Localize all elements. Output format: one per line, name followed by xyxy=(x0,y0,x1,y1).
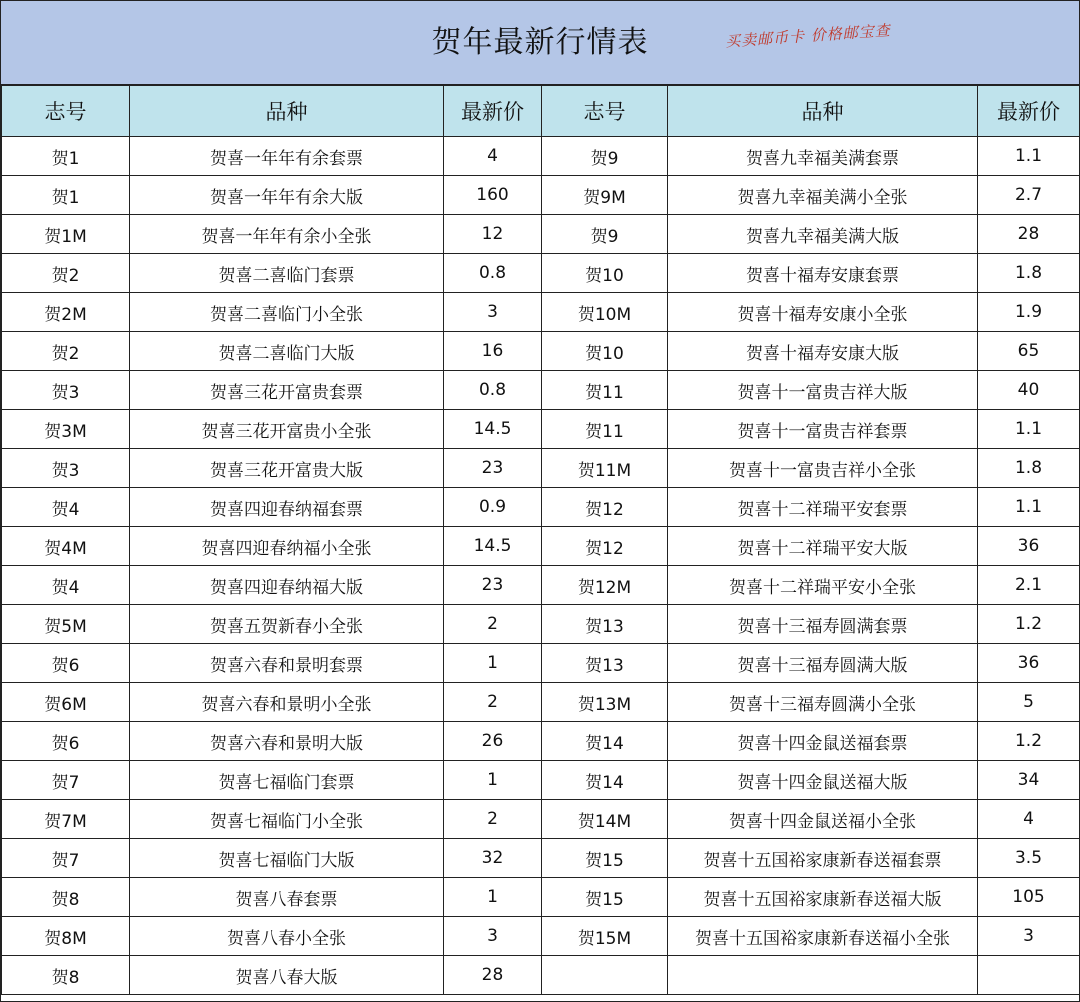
cell-variety-right: 贺喜十四金鼠送福小全张 xyxy=(668,800,978,839)
cell-code-right: 贺11 xyxy=(542,371,668,410)
cell-code-right: 贺10 xyxy=(542,332,668,371)
cell-code-left: 贺2 xyxy=(2,254,130,293)
cell-variety-left: 贺喜二喜临门套票 xyxy=(130,254,444,293)
cell-variety-left: 贺喜二喜临门大版 xyxy=(130,332,444,371)
cell-variety-left: 贺喜四迎春纳福套票 xyxy=(130,488,444,527)
cell-price-right: 40 xyxy=(978,371,1080,410)
cell-price-left: 23 xyxy=(444,566,542,605)
cell-price-right: 1.2 xyxy=(978,722,1080,761)
col-header-variety-right: 品种 xyxy=(668,86,978,137)
cell-code-right: 贺12 xyxy=(542,488,668,527)
cell-code-left: 贺8 xyxy=(2,878,130,917)
table-row xyxy=(2,371,1080,410)
cell-variety-left: 贺喜三花开富贵套票 xyxy=(130,371,444,410)
cell-variety-left: 贺喜八春套票 xyxy=(130,878,444,917)
cell-variety-right: 贺喜九幸福美满套票 xyxy=(668,137,978,176)
cell-variety-left: 贺喜四迎春纳福小全张 xyxy=(130,527,444,566)
table-row xyxy=(2,956,1080,995)
cell-price-right: 3.5 xyxy=(978,839,1080,878)
table-row xyxy=(2,527,1080,566)
cell-code-right: 贺13 xyxy=(542,644,668,683)
table-row xyxy=(2,644,1080,683)
cell-price-right: 1.9 xyxy=(978,293,1080,332)
table-row xyxy=(2,410,1080,449)
cell-variety-left: 贺喜三花开富贵小全张 xyxy=(130,410,444,449)
cell-code-left: 贺6 xyxy=(2,722,130,761)
cell-price-left: 160 xyxy=(444,176,542,215)
cell-code-left: 贺6M xyxy=(2,683,130,722)
cell-variety-left: 贺喜八春小全张 xyxy=(130,917,444,956)
cell-code-right: 贺13M xyxy=(542,683,668,722)
cell-code-right: 贺10M xyxy=(542,293,668,332)
header-row xyxy=(2,86,1080,137)
cell-price-right: 1.2 xyxy=(978,605,1080,644)
cell-code-left: 贺1M xyxy=(2,215,130,254)
cell-code-right: 贺9 xyxy=(542,137,668,176)
table-row xyxy=(2,800,1080,839)
cell-code-right: 贺9 xyxy=(542,215,668,254)
cell-variety-right: 贺喜十四金鼠送福套票 xyxy=(668,722,978,761)
cell-variety-right: 贺喜十四金鼠送福大版 xyxy=(668,761,978,800)
cell-code-left: 贺1 xyxy=(2,176,130,215)
cell-code-right: 贺14M xyxy=(542,800,668,839)
cell-variety-right: 贺喜十一富贵吉祥套票 xyxy=(668,410,978,449)
cell-code-right: 贺15 xyxy=(542,878,668,917)
cell-variety-left: 贺喜一年年有余套票 xyxy=(130,137,444,176)
table-row xyxy=(2,332,1080,371)
cell-price-right: 1.8 xyxy=(978,254,1080,293)
table-row xyxy=(2,254,1080,293)
cell-code-left: 贺8M xyxy=(2,917,130,956)
cell-code-left: 贺1 xyxy=(2,137,130,176)
cell-variety-left: 贺喜六春和景明套票 xyxy=(130,644,444,683)
cell-code-left: 贺7M xyxy=(2,800,130,839)
watermark-stamp: 买卖邮币卡 价格邮宝查 xyxy=(724,21,892,51)
cell-variety-right: 贺喜十三福寿圆满套票 xyxy=(668,605,978,644)
cell-price-right: 2.7 xyxy=(978,176,1080,215)
col-header-code-right: 志号 xyxy=(542,86,668,137)
cell-price-left: 4 xyxy=(444,137,542,176)
cell-variety-right: 贺喜十二祥瑞平安大版 xyxy=(668,527,978,566)
cell-price-right: 1.8 xyxy=(978,449,1080,488)
cell-price-left: 3 xyxy=(444,917,542,956)
cell-price-right: 2.1 xyxy=(978,566,1080,605)
cell-variety-left: 贺喜一年年有余大版 xyxy=(130,176,444,215)
col-header-code-left: 志号 xyxy=(2,86,130,137)
cell-code-left: 贺4 xyxy=(2,566,130,605)
cell-code-left: 贺7 xyxy=(2,839,130,878)
cell-variety-left: 贺喜二喜临门小全张 xyxy=(130,293,444,332)
col-header-price-left: 最新价 xyxy=(444,86,542,137)
cell-code-right: 贺14 xyxy=(542,761,668,800)
cell-variety-left: 贺喜三花开富贵大版 xyxy=(130,449,444,488)
cell-variety-left: 贺喜五贺新春小全张 xyxy=(130,605,444,644)
cell-price-right: 34 xyxy=(978,761,1080,800)
cell-code-right: 贺9M xyxy=(542,176,668,215)
cell-code-left: 贺3M xyxy=(2,410,130,449)
cell-variety-right: 贺喜十一富贵吉祥小全张 xyxy=(668,449,978,488)
title-bar xyxy=(1,1,1079,85)
cell-price-left: 14.5 xyxy=(444,527,542,566)
page-title: 贺年最新行情表 xyxy=(431,25,649,60)
table-row xyxy=(2,839,1080,878)
table-row xyxy=(2,722,1080,761)
cell-variety-right: 贺喜九幸福美满大版 xyxy=(668,215,978,254)
cell-code-left: 贺8 xyxy=(2,956,130,995)
cell-price-left: 14.5 xyxy=(444,410,542,449)
cell-variety-left: 贺喜一年年有余小全张 xyxy=(130,215,444,254)
cell-variety-right: 贺喜十二祥瑞平安小全张 xyxy=(668,566,978,605)
cell-price-right: 65 xyxy=(978,332,1080,371)
cell-variety-right: 贺喜十福寿安康小全张 xyxy=(668,293,978,332)
cell-variety-left: 贺喜八春大版 xyxy=(130,956,444,995)
cell-variety-left: 贺喜七福临门小全张 xyxy=(130,800,444,839)
cell-code-left: 贺5M xyxy=(2,605,130,644)
col-header-variety-left: 品种 xyxy=(130,86,444,137)
cell-price-left: 0.8 xyxy=(444,371,542,410)
cell-variety-right: 贺喜十二祥瑞平安套票 xyxy=(668,488,978,527)
cell-price-left: 1 xyxy=(444,878,542,917)
cell-price-left: 1 xyxy=(444,644,542,683)
col-header-price-right: 最新价 xyxy=(978,86,1080,137)
table-row xyxy=(2,566,1080,605)
cell-variety-right: 贺喜十五国裕家康新春送福小全张 xyxy=(668,917,978,956)
table-row xyxy=(2,449,1080,488)
cell-price-right: 36 xyxy=(978,527,1080,566)
cell-variety-left: 贺喜六春和景明大版 xyxy=(130,722,444,761)
cell-price-right: 1.1 xyxy=(978,488,1080,527)
table-row xyxy=(2,917,1080,956)
cell-variety-right: 贺喜十五国裕家康新春送福大版 xyxy=(668,878,978,917)
cell-price-right: 5 xyxy=(978,683,1080,722)
table-row xyxy=(2,878,1080,917)
cell-code-left: 贺2M xyxy=(2,293,130,332)
cell-price-right: 1.1 xyxy=(978,137,1080,176)
cell-code-right: 贺11M xyxy=(542,449,668,488)
cell-code-right: 贺12M xyxy=(542,566,668,605)
cell-code-left: 贺3 xyxy=(2,371,130,410)
cell-code-left: 贺4M xyxy=(2,527,130,566)
cell-code-right: 贺15 xyxy=(542,839,668,878)
cell-price-left: 3 xyxy=(444,293,542,332)
cell-price-right xyxy=(978,956,1080,995)
cell-price-left: 2 xyxy=(444,683,542,722)
table-row xyxy=(2,605,1080,644)
cell-code-right xyxy=(542,956,668,995)
cell-code-left: 贺2 xyxy=(2,332,130,371)
cell-price-left: 0.9 xyxy=(444,488,542,527)
cell-variety-right: 贺喜十福寿安康套票 xyxy=(668,254,978,293)
cell-code-right: 贺12 xyxy=(542,527,668,566)
cell-price-left: 32 xyxy=(444,839,542,878)
cell-code-right: 贺15M xyxy=(542,917,668,956)
cell-price-left: 1 xyxy=(444,761,542,800)
cell-variety-right xyxy=(668,956,978,995)
table-row xyxy=(2,488,1080,527)
cell-variety-right: 贺喜十三福寿圆满小全张 xyxy=(668,683,978,722)
cell-code-right: 贺10 xyxy=(542,254,668,293)
cell-code-left: 贺6 xyxy=(2,644,130,683)
cell-price-right: 4 xyxy=(978,800,1080,839)
cell-price-right: 28 xyxy=(978,215,1080,254)
cell-price-left: 28 xyxy=(444,956,542,995)
cell-price-right: 105 xyxy=(978,878,1080,917)
price-table xyxy=(1,85,1080,995)
cell-price-left: 2 xyxy=(444,605,542,644)
cell-price-left: 12 xyxy=(444,215,542,254)
cell-variety-left: 贺喜四迎春纳福大版 xyxy=(130,566,444,605)
cell-price-left: 23 xyxy=(444,449,542,488)
cell-variety-left: 贺喜七福临门套票 xyxy=(130,761,444,800)
cell-price-right: 1.1 xyxy=(978,410,1080,449)
cell-variety-right: 贺喜十一富贵吉祥大版 xyxy=(668,371,978,410)
cell-code-right: 贺13 xyxy=(542,605,668,644)
table-row xyxy=(2,176,1080,215)
cell-code-left: 贺4 xyxy=(2,488,130,527)
cell-price-right: 36 xyxy=(978,644,1080,683)
cell-price-left: 0.8 xyxy=(444,254,542,293)
cell-variety-right: 贺喜十福寿安康大版 xyxy=(668,332,978,371)
table-row xyxy=(2,293,1080,332)
table-row xyxy=(2,137,1080,176)
table-body xyxy=(2,137,1080,995)
cell-code-left: 贺7 xyxy=(2,761,130,800)
cell-price-left: 26 xyxy=(444,722,542,761)
cell-price-left: 2 xyxy=(444,800,542,839)
cell-code-right: 贺14 xyxy=(542,722,668,761)
cell-variety-left: 贺喜七福临门大版 xyxy=(130,839,444,878)
cell-price-right: 3 xyxy=(978,917,1080,956)
table-row xyxy=(2,683,1080,722)
table-row xyxy=(2,761,1080,800)
cell-variety-right: 贺喜十三福寿圆满大版 xyxy=(668,644,978,683)
cell-code-right: 贺11 xyxy=(542,410,668,449)
table-row xyxy=(2,215,1080,254)
cell-price-left: 16 xyxy=(444,332,542,371)
cell-variety-right: 贺喜十五国裕家康新春送福套票 xyxy=(668,839,978,878)
cell-code-left: 贺3 xyxy=(2,449,130,488)
cell-variety-left: 贺喜六春和景明小全张 xyxy=(130,683,444,722)
cell-variety-right: 贺喜九幸福美满小全张 xyxy=(668,176,978,215)
